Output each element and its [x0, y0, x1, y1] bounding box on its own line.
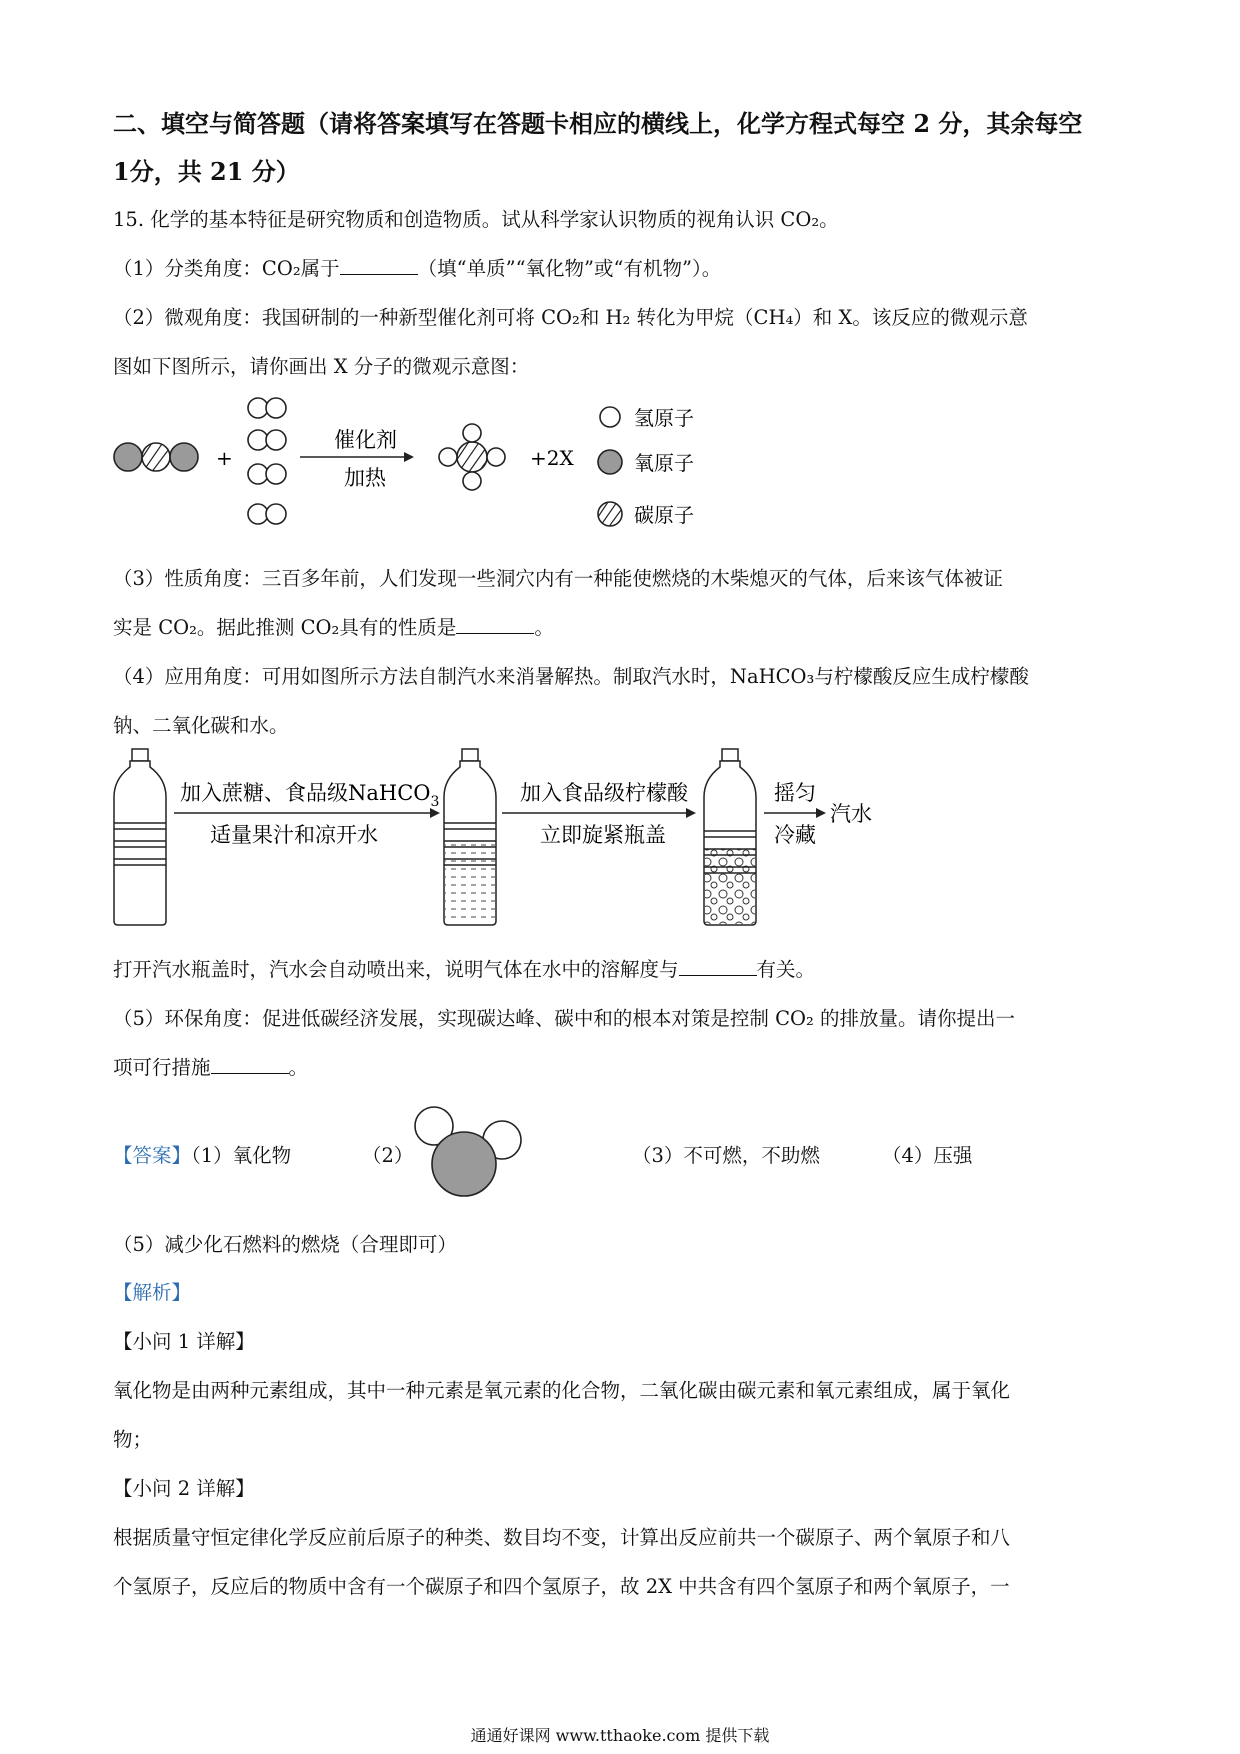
- legend-oxygen-label: 氧原子: [634, 451, 694, 475]
- legend-oxygen-icon: [598, 450, 622, 474]
- page-footer: 通通好课网 www.tthaoke.com 提供下载: [470, 1726, 770, 1745]
- arrow-head: [816, 808, 826, 818]
- bottle-empty: [114, 749, 166, 925]
- soda-making-diagram: [110, 745, 980, 930]
- q15-intro: 15. 化学的基本特征是研究物质和创造物质。试从科学家认识物质的视角认识 CO₂。: [113, 208, 839, 231]
- hydrogen-atom: [248, 398, 268, 418]
- condition-catalyst: 催化剂: [334, 428, 397, 452]
- sub1-line1: 氧化物是由两种元素组成，其中一种元素是氧元素的化合物，二氧化碳由碳元素和氧元素组成，属于氧化: [113, 1379, 1011, 1402]
- q15-part5-text-b: 。: [288, 1056, 309, 1079]
- soda-result: 汽水: [830, 802, 872, 826]
- q15-part5-line2: [113, 1052, 308, 1080]
- hydrogen-atom: [248, 464, 268, 484]
- q15-part3-text-a: 实是 CO₂。据此推测 CO₂具有的性质是: [113, 616, 457, 639]
- hydrogen-atom: [463, 424, 481, 442]
- q15-part4-text-a: 打开汽水瓶盖时，汽水会自动喷出来，说明气体在水中的溶解度与: [113, 958, 679, 981]
- q15-part3-line2: [113, 612, 554, 640]
- sub1-line2: 物；: [113, 1428, 153, 1451]
- sub2-line1: 根据质量守恒定律化学反应前后原子的种类、数目均不变，计算出反应前共一个碳原子、两个氧原子和八: [113, 1526, 1011, 1549]
- answer-blank-4: [679, 956, 757, 977]
- answer-blank-1: [340, 255, 418, 276]
- reaction-diagram: [100, 395, 740, 535]
- ch4-molecule: [439, 424, 505, 490]
- hydrogen-atom: [266, 430, 286, 450]
- bottle-with-liquid: [444, 749, 496, 925]
- section-title-line1: 二、填空与简答题（请将答案填写在答题卡相应的横线上，化学方程式每空 2 分，其余每空: [113, 109, 1083, 138]
- q15-part3-text-b: 。: [534, 616, 554, 639]
- step1-bottom: 适量果汁和凉开水: [210, 823, 378, 847]
- oxygen-atom: [170, 443, 198, 471]
- sub2-line2: 个氢原子，反应后的物质中含有一个碳原子和四个氢原子，故 2X 中共含有四个氢原子和两个氧原子，一: [113, 1575, 1010, 1598]
- bottle-with-bubbles: [704, 749, 756, 925]
- sub1-title: 【小问 1 详解】: [113, 1330, 255, 1353]
- legend-hydrogen-label: 氢原子: [634, 406, 694, 430]
- hydrogen-atom: [266, 398, 286, 418]
- step2-top: 加入食品级柠檬酸: [520, 781, 688, 805]
- q15-part3-line1: （3）性质角度：三百多年前，人们发现一些洞穴内有一种能使燃烧的木柴熄灭的气体，后来该气体被证: [113, 567, 1003, 590]
- q15-part5-text-a: 项可行措施: [113, 1056, 211, 1079]
- oxygen-atom: [432, 1132, 496, 1196]
- condition-heat: 加热: [344, 466, 386, 490]
- step3-bottom: 冷藏: [774, 823, 816, 847]
- step2-bottom: 立即旋紧瓶盖: [540, 823, 666, 847]
- q15-part5-line1: （5）环保角度：促进低碳经济发展，实现碳达峰、碳中和的根本对策是控制 CO₂ 的排放量。请你提出一: [113, 1007, 1016, 1030]
- legend-hydrogen-icon: [600, 407, 620, 427]
- step3-top: 摇匀: [774, 781, 816, 805]
- answer-5: （5）减少化石燃料的燃烧（合理即可）: [113, 1233, 457, 1256]
- answer-2-label: （2）: [362, 1144, 414, 1167]
- hydrogen-atom: [439, 448, 457, 466]
- step1-top-main: 加入蔗糖、食品级NaHCO: [180, 781, 431, 805]
- answer-label: 【答案】: [113, 1144, 192, 1167]
- answer-4: （4）压强: [882, 1144, 973, 1167]
- x-molecule-water: [412, 1104, 532, 1204]
- product-2x: +2X: [530, 446, 574, 470]
- hydrogen-atom: [248, 430, 268, 450]
- co2-molecule: [114, 435, 198, 479]
- q15-part2-line1: （2）微观角度：我国研制的一种新型催化剂可将 CO₂和 H₂ 转化为甲烷（CH₄）和 X。该反应的微观示意: [113, 306, 1028, 329]
- q15-part1: [113, 253, 721, 281]
- answer-1: （1）氧化物: [191, 1144, 292, 1167]
- hydrogen-atom: [248, 504, 268, 524]
- step1-top-sub: 3: [430, 794, 440, 810]
- sub2-title: 【小问 2 详解】: [113, 1477, 255, 1500]
- legend-carbon-label: 碳原子: [634, 503, 694, 527]
- q15-part4-line1: （4）应用角度：可用如图所示方法自制汽水来消暑解热。制取汽水时，NaHCO₃与柠檬酸反应生成柠檬酸: [113, 665, 1029, 688]
- reaction-plus: +: [216, 446, 233, 470]
- answer-3: （3）不可燃，不助燃: [632, 1144, 820, 1167]
- answer-blank-5: [211, 1054, 289, 1075]
- section-title-line2: 1分，共 21 分）: [113, 157, 300, 186]
- hydrogen-atom: [266, 504, 286, 524]
- step1-top: [180, 781, 439, 810]
- hydrogen-atom: [266, 464, 286, 484]
- answer-blank-3: [456, 614, 534, 635]
- q15-part1-text-a: （1）分类角度：CO₂属于: [113, 257, 340, 280]
- oxygen-atom: [114, 443, 142, 471]
- analysis-label: 【解析】: [113, 1281, 192, 1304]
- arrow-head: [404, 452, 414, 462]
- q15-part4-line3: [113, 954, 815, 982]
- q15-part4-text-b: 有关。: [756, 958, 816, 981]
- hydrogen-atom: [487, 448, 505, 466]
- arrow-head: [686, 808, 696, 818]
- h2-molecules: [248, 398, 286, 524]
- q15-part1-text-b: （填“单质”“氧化物”或“有机物”）。: [417, 257, 722, 280]
- answer-line: [113, 1140, 291, 1168]
- hydrogen-atom: [463, 472, 481, 490]
- q15-part2-line2: 图如下图所示，请你画出 X 分子的微观示意图：: [113, 355, 530, 378]
- q15-part4-line2: 钠、二氧化碳和水。: [113, 714, 289, 737]
